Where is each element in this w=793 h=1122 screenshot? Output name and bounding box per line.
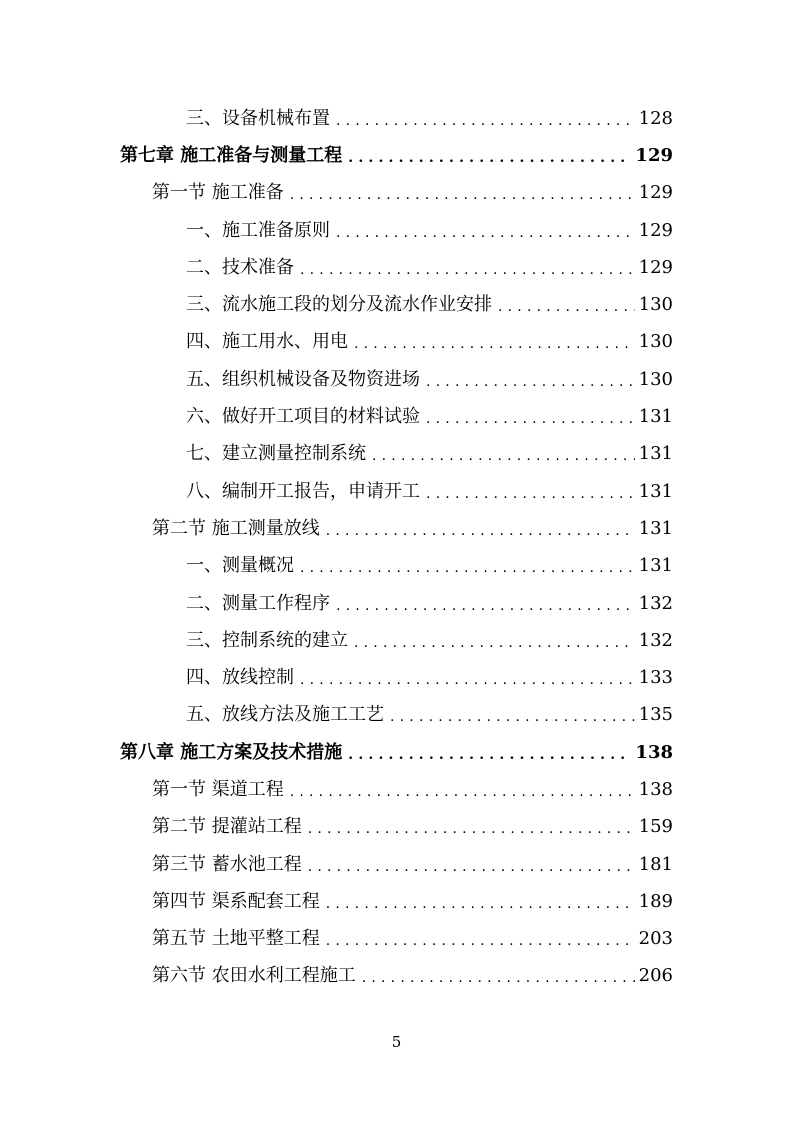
toc-entry[interactable] bbox=[120, 548, 673, 585]
toc-entry[interactable] bbox=[120, 473, 673, 510]
toc-entry-page: 133 bbox=[638, 667, 673, 689]
toc-section-entry[interactable] bbox=[120, 958, 673, 995]
toc-entry-title: 二、技术准备 bbox=[186, 256, 294, 278]
toc-entry[interactable] bbox=[120, 622, 673, 659]
toc-entry-page: 131 bbox=[638, 406, 673, 428]
toc-entry[interactable] bbox=[120, 436, 673, 473]
toc-entry-page: 135 bbox=[638, 704, 673, 726]
toc-entry-page: 132 bbox=[638, 629, 673, 651]
toc-entry-title: 第三节 蓄水池工程 bbox=[152, 853, 302, 875]
toc-entry-page: 138 bbox=[635, 741, 673, 763]
toc-entry-page: 129 bbox=[638, 256, 673, 278]
toc-leader-dots bbox=[326, 524, 635, 538]
toc-entry[interactable] bbox=[120, 361, 673, 398]
toc-leader-dots bbox=[426, 487, 635, 501]
toc-entry-title: 第八章 施工方案及技术措施 bbox=[120, 741, 343, 763]
toc-section-entry[interactable] bbox=[120, 921, 673, 958]
toc-entry-title: 六、做好开工项目的材料试验 bbox=[186, 406, 420, 428]
toc-entry-title: 四、施工用水、用电 bbox=[186, 331, 348, 353]
toc-leader-dots bbox=[336, 599, 635, 613]
page-number: 5 bbox=[391, 1033, 402, 1051]
toc-entry-title: 三、控制系统的建立 bbox=[186, 629, 348, 651]
toc-leader-dots bbox=[326, 897, 635, 911]
toc-entry-title: 第一节 渠道工程 bbox=[152, 778, 284, 800]
toc-entry-title: 三、设备机械布置 bbox=[186, 107, 330, 129]
toc-entry-title: 第四节 渠系配套工程 bbox=[152, 890, 320, 912]
toc-entry[interactable] bbox=[120, 324, 673, 361]
toc-leader-dots bbox=[336, 226, 635, 240]
toc-entry[interactable] bbox=[120, 286, 673, 323]
toc-leader-dots bbox=[498, 300, 635, 314]
toc-entry-page: 206 bbox=[638, 965, 673, 987]
toc-entry-page: 129 bbox=[638, 182, 673, 204]
toc-leader-dots bbox=[372, 449, 635, 463]
toc-entry[interactable] bbox=[120, 212, 673, 249]
toc-entry-page: 203 bbox=[638, 928, 673, 950]
toc-entry-page: 130 bbox=[638, 331, 673, 353]
toc-entry[interactable] bbox=[120, 697, 673, 734]
toc-entry-title: 八、编制开工报告，申请开工 bbox=[186, 480, 420, 502]
toc-section-entry[interactable] bbox=[120, 771, 673, 808]
toc-entry-page: 128 bbox=[638, 107, 673, 129]
toc-entry-title: 第六节 农田水利工程施工 bbox=[152, 965, 356, 987]
toc-entry-page: 138 bbox=[638, 778, 673, 800]
toc-entry[interactable] bbox=[120, 659, 673, 696]
toc-leader-dots bbox=[290, 188, 635, 202]
toc-entry-title: 一、测量概况 bbox=[186, 555, 294, 577]
toc-entry-title: 第二节 施工测量放线 bbox=[152, 517, 320, 539]
toc-leader-dots bbox=[300, 263, 635, 277]
toc-entry-title: 第七章 施工准备与测量工程 bbox=[120, 144, 343, 166]
toc-entry[interactable] bbox=[120, 585, 673, 622]
toc-entry-page: 189 bbox=[638, 890, 673, 912]
toc-leader-dots bbox=[426, 375, 635, 389]
toc-entry[interactable] bbox=[120, 249, 673, 286]
toc-leader-dots bbox=[354, 337, 635, 351]
toc-entry-page: 130 bbox=[638, 294, 673, 316]
toc-entry-title: 第一节 施工准备 bbox=[152, 182, 284, 204]
toc-section-entry[interactable] bbox=[120, 809, 673, 846]
toc-entry-page: 131 bbox=[638, 443, 673, 465]
toc-entry-title: 五、放线方法及施工工艺 bbox=[186, 704, 384, 726]
toc-section-entry[interactable] bbox=[120, 846, 673, 883]
toc-leader-dots bbox=[290, 785, 635, 799]
toc-leader-dots bbox=[300, 561, 635, 575]
toc-leader-dots bbox=[348, 748, 631, 762]
toc-entry-page: 132 bbox=[638, 592, 673, 614]
toc-leader-dots bbox=[354, 636, 635, 650]
toc-entry[interactable] bbox=[120, 100, 673, 137]
toc-leader-dots bbox=[390, 710, 635, 724]
toc-chapter-entry[interactable] bbox=[120, 137, 673, 174]
toc-entry-page: 129 bbox=[638, 219, 673, 241]
toc-entry-page: 131 bbox=[638, 480, 673, 502]
toc-entry-title: 第五节 土地平整工程 bbox=[152, 928, 320, 950]
toc-chapter-entry[interactable] bbox=[120, 734, 673, 771]
toc-entry-title: 一、施工准备原则 bbox=[186, 219, 330, 241]
toc-section-entry[interactable] bbox=[120, 510, 673, 547]
toc-entry-title: 五、组织机械设备及物资进场 bbox=[186, 368, 420, 390]
toc-section-entry[interactable] bbox=[120, 175, 673, 212]
toc-entry-title: 二、测量工作程序 bbox=[186, 592, 330, 614]
toc-entry-page: 159 bbox=[638, 816, 673, 838]
toc-leader-dots bbox=[308, 822, 635, 836]
table-of-contents bbox=[120, 100, 673, 995]
toc-leader-dots bbox=[300, 673, 635, 687]
toc-entry-page: 181 bbox=[638, 853, 673, 875]
toc-leader-dots bbox=[336, 114, 635, 128]
toc-entry-title: 七、建立测量控制系统 bbox=[186, 443, 366, 465]
toc-leader-dots bbox=[326, 934, 635, 948]
toc-leader-dots bbox=[348, 151, 631, 165]
toc-entry-page: 130 bbox=[638, 368, 673, 390]
toc-leader-dots bbox=[426, 412, 635, 426]
toc-leader-dots bbox=[308, 860, 635, 874]
toc-entry-title: 四、放线控制 bbox=[186, 667, 294, 689]
toc-entry-page: 131 bbox=[638, 555, 673, 577]
toc-entry-title: 第二节 提灌站工程 bbox=[152, 816, 302, 838]
toc-entry-page: 131 bbox=[638, 517, 673, 539]
toc-leader-dots bbox=[362, 971, 635, 985]
toc-entry-page: 129 bbox=[635, 144, 673, 166]
toc-section-entry[interactable] bbox=[120, 883, 673, 920]
toc-entry[interactable] bbox=[120, 398, 673, 435]
toc-entry-title: 三、流水施工段的划分及流水作业安排 bbox=[186, 294, 492, 316]
